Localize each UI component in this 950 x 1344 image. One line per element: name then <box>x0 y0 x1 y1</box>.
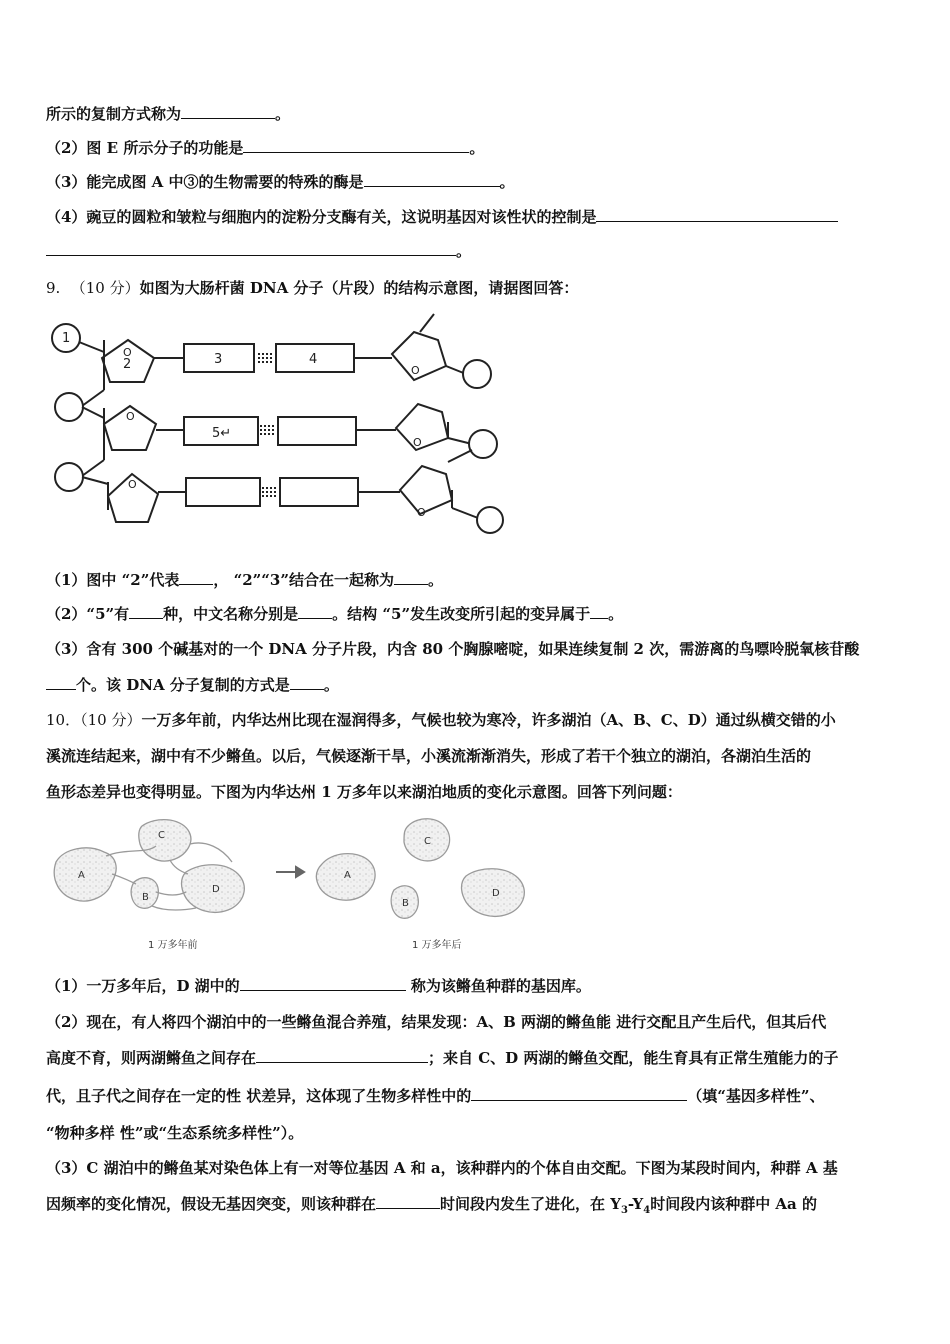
lake-label-a: A <box>344 870 351 881</box>
answer-blank[interactable] <box>243 138 469 153</box>
lake-label-c: C <box>424 836 431 847</box>
answer-blank[interactable] <box>298 604 332 619</box>
oxygen-label: O <box>123 346 132 359</box>
q10-sub3: （3）C 湖泊中的鳉鱼某对染色体上有一对等位基因 A 和 a，该种群内的个体自由交配。下图为某段时间内，种群 A 基 <box>46 1159 838 1177</box>
lake-label-b: B <box>402 898 409 909</box>
answer-blank[interactable] <box>46 675 76 690</box>
phosphate-circle-5 <box>55 463 83 491</box>
label-2: 2 <box>123 357 132 372</box>
q9-sub1: （1）图中 “2”代表 ， “2”“3”结合在一起称为 。 <box>46 571 443 589</box>
answer-blank[interactable] <box>240 976 406 991</box>
answer-blank[interactable] <box>129 604 163 619</box>
q10-sub2: （2）现在，有人将四个湖泊中的一些鳉鱼混合养殖，结果发现：A、B 两湖的鳉鱼能 进行交配且产生后代，但其后代 <box>46 1013 827 1031</box>
arrow-right-icon <box>296 867 304 877</box>
q9-sub2: （2）“5”有 种，中文名称分别是 。结构 “5”发生改变所引起的变异属于 。 <box>46 605 624 623</box>
oxygen-label: O <box>411 364 420 377</box>
phosphate-circle-2 <box>463 360 491 388</box>
caption-before: 1 万多年前 <box>148 940 198 951</box>
phosphate-circle-3 <box>55 393 83 421</box>
label-5: 5↵ <box>212 426 232 441</box>
q8-sub4-cont: 。 <box>46 241 471 261</box>
q9-sub3: （3）含有 300 个碱基对的一个 DNA 分子片段，内含 80 个胸腺嘧啶，如果连续复制 2 次，需游离的鸟嘌呤脱氧核苷酸 <box>46 640 860 658</box>
q10-sub2-l2: 高度不育，则两湖鳉鱼之间存在 ；来自 C、D 两湖的鳉鱼交配，能生育具有正常生殖能力的子 <box>46 1049 839 1067</box>
q8-sub4: （4）豌豆的圆粒和皱粒与细胞内的淀粉分支酶有关，这说明基因对该性状的控制是 <box>46 207 838 227</box>
q8-line0: 所示的复制方式称为 。 <box>46 105 291 123</box>
dna-structure-diagram <box>46 310 516 540</box>
lake-label-a: A <box>78 870 85 881</box>
q9-stem: 9. （10 分）如图为大肠杆菌 DNA 分子（片段）的结构示意图，请据图回答： <box>46 279 579 297</box>
sugar-pentagon-right-3 <box>400 466 452 514</box>
oxygen-label: O <box>128 478 137 491</box>
answer-blank[interactable] <box>596 207 838 222</box>
q10-stem-3: 鱼形态差异也变得明显。下图为内华达州 1 万多年以来湖泊地质的变化示意图。回答下列问题： <box>46 783 682 801</box>
q10-sub1: （1）一万多年后，D 湖中的 称为该鳉鱼种群的基因库。 <box>46 977 591 995</box>
sugar-pentagon-right-2 <box>396 404 448 450</box>
answer-blank[interactable] <box>256 1048 428 1063</box>
answer-blank[interactable] <box>590 604 608 619</box>
lake-label-b: B <box>142 892 149 903</box>
q10-sub3-l2: 因频率的变化情况，假设无基因突变，则该种群在 时间段内发生了进化，在 $Y_3-Y_4$时间段内该种群中 Aa 的 <box>46 1195 817 1216</box>
oxygen-label: O <box>413 436 422 449</box>
label-4: 4 <box>309 352 318 367</box>
label-1: 1 <box>62 331 71 346</box>
q10-stem-2: 溪流连结起来，湖中有不少鳉鱼。以后，气候逐渐干旱，小溪流渐渐消失，形成了若干个独立的湖泊，各湖泊生活的 <box>46 747 812 765</box>
answer-blank[interactable] <box>290 675 324 690</box>
q10-sub2-l4: “物种多样 性”或“生态系统多样性”）。 <box>46 1124 304 1142</box>
q8-sub3: （3）能完成图 A 中③的生物需要的特殊的酶是 。 <box>46 173 515 191</box>
answer-blank[interactable] <box>364 172 500 187</box>
lake-label-d: D <box>212 884 220 895</box>
lake-map-figure <box>46 812 546 962</box>
answer-blank[interactable] <box>471 1086 687 1101</box>
lake-label-d: D <box>492 888 500 899</box>
caption-after: 1 万多年后 <box>412 940 462 951</box>
q10-sub2-l3: 代，且子代之间存在一定的性 状差异，这体现了生物多样性中的 （填“基因多样性”、 <box>46 1087 825 1105</box>
q10-stem-1: 10．（10 分）一万多年前，内华达州比现在湿润得多，气候也较为寒冷，许多湖泊（A、B、C、D）通过纵横交错的小 <box>46 711 836 729</box>
oxygen-label: O <box>126 410 135 423</box>
phosphate-circle-4 <box>469 430 497 458</box>
label-3: 3 <box>214 352 223 367</box>
phosphate-circle-6 <box>477 507 503 533</box>
answer-blank[interactable] <box>394 570 428 585</box>
oxygen-label: O <box>417 506 426 519</box>
lake-label-c: C <box>158 830 165 841</box>
answer-blank[interactable] <box>376 1194 440 1209</box>
answer-blank[interactable] <box>181 104 275 119</box>
answer-blank[interactable] <box>46 241 456 256</box>
q9-sub3-cont: 个。该 DNA 分子复制的方式是 。 <box>46 675 339 695</box>
answer-blank[interactable] <box>179 570 213 585</box>
q8-sub2: （2）图 E 所示分子的功能是 。 <box>46 139 485 157</box>
